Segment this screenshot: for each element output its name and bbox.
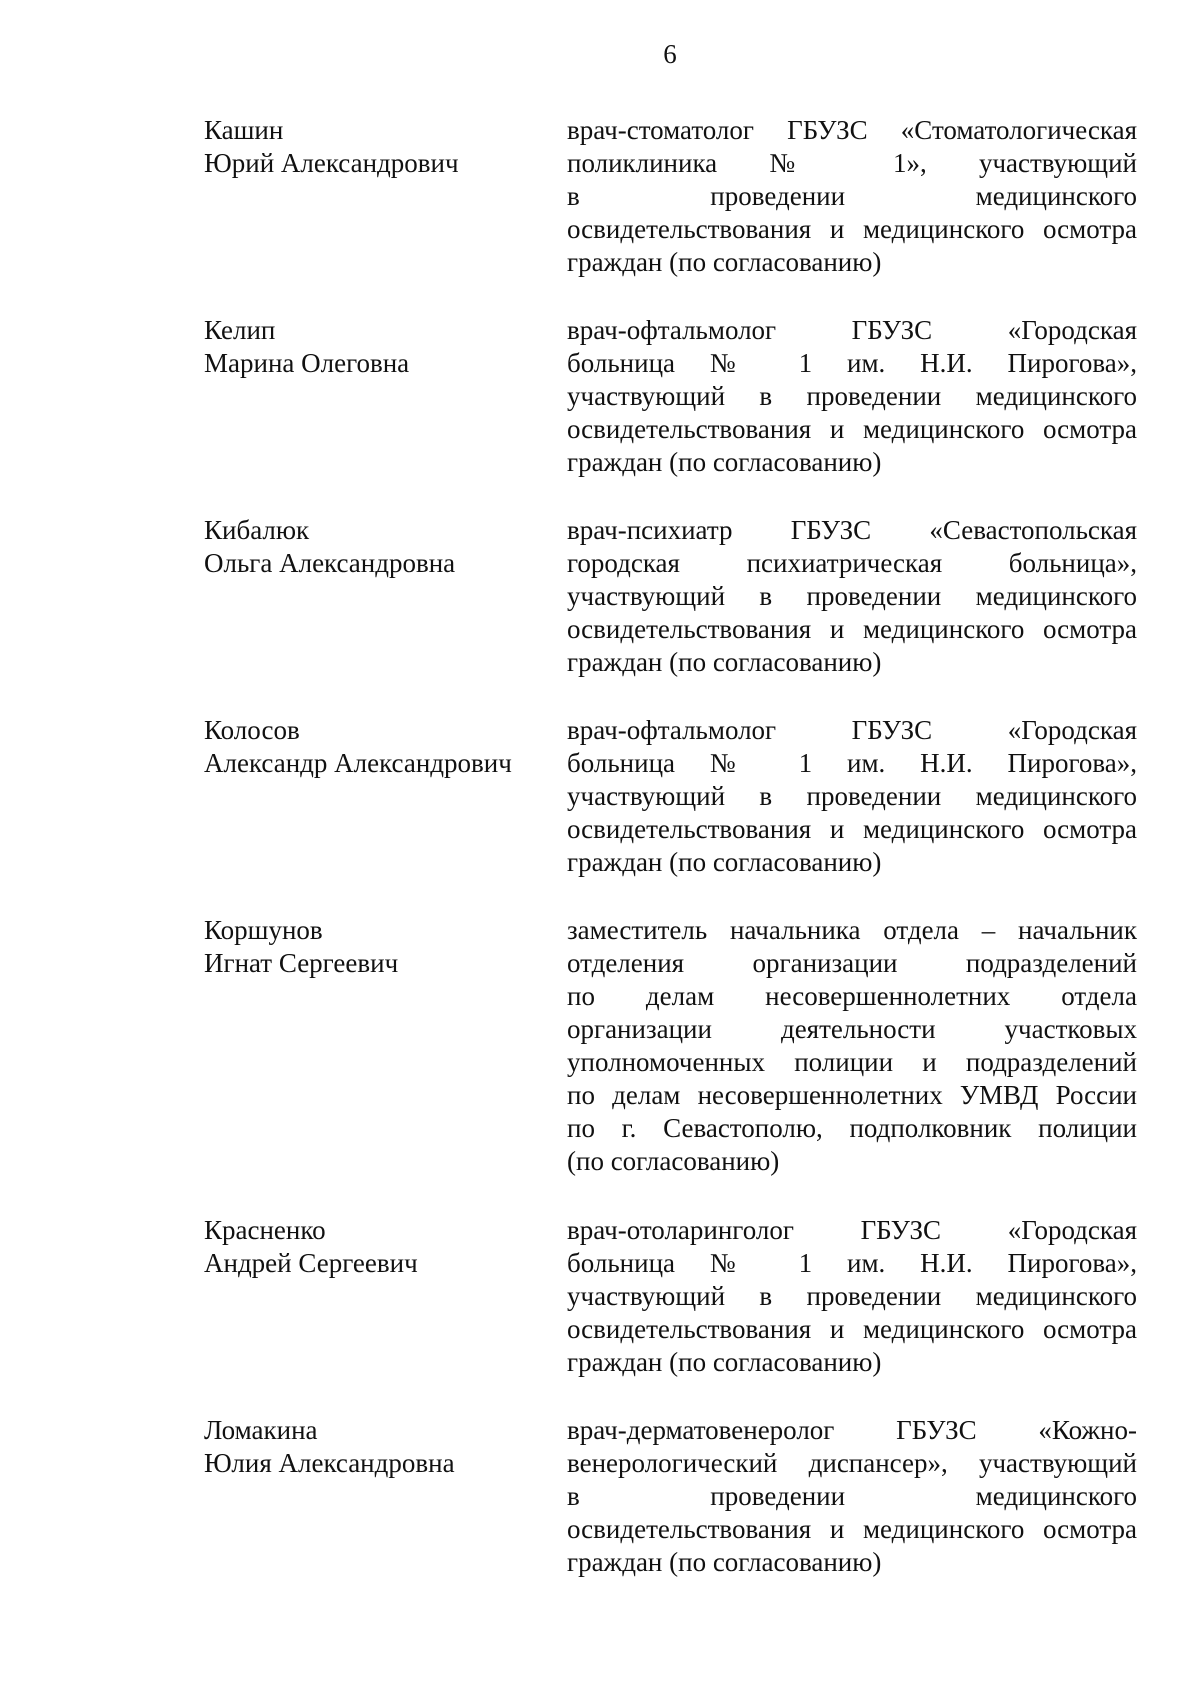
position-line: участвующий в проведении медицинского (567, 781, 1137, 811)
position-line: больница № 1 им. Н.И. Пирогова», (567, 748, 1137, 778)
position-line: граждан (по согласованию) (567, 1347, 882, 1377)
position-line: в проведении медицинского (567, 1481, 1137, 1511)
position-line: врач-дерматовенеролог ГБУЗС «Кожно- (567, 1415, 1137, 1445)
person-name (204, 1414, 554, 1480)
position-line: граждан (по согласованию) (567, 647, 882, 677)
surname: Келип (204, 315, 276, 345)
position-line: отделения организации подразделений (567, 948, 1137, 978)
position-line: врач-отоларинголог ГБУЗС «Городская (567, 1215, 1137, 1245)
position-line: заместитель начальника отдела – начальник (567, 915, 1137, 945)
position-line: освидетельствования и медицинского осмотра (567, 614, 1137, 644)
position-line: граждан (по согласованию) (567, 847, 882, 877)
position-line: врач-офтальмолог ГБУЗС «Городская (567, 715, 1137, 745)
position-line: граждан (по согласованию) (567, 447, 882, 477)
position-line: организации деятельности участковых (567, 1014, 1137, 1044)
position-line: в проведении медицинского (567, 181, 1137, 211)
given-names: Юлия Александровна (204, 1448, 455, 1478)
given-names: Марина Олеговна (204, 348, 410, 378)
position-line: освидетельствования и медицинского осмотра (567, 1514, 1137, 1544)
position-line: уполномоченных полиции и подразделений (567, 1047, 1137, 1077)
person-name (204, 1214, 554, 1280)
given-names: Андрей Сергеевич (204, 1248, 418, 1278)
position-line: венерологический диспансер», участвующий (567, 1448, 1137, 1478)
position-line: участвующий в проведении медицинского (567, 581, 1137, 611)
position-line: врач-офтальмолог ГБУЗС «Городская (567, 315, 1137, 345)
given-names: Александр Александрович (204, 748, 512, 778)
position-description (567, 1214, 1137, 1379)
surname: Ломакина (204, 1415, 318, 1445)
surname: Коршунов (204, 915, 323, 945)
position-line: освидетельствования и медицинского осмотра (567, 214, 1137, 244)
position-line: граждан (по согласованию) (567, 247, 882, 277)
position-line: участвующий в проведении медицинского (567, 381, 1137, 411)
person-name (204, 314, 554, 380)
given-names: Ольга Александровна (204, 548, 456, 578)
position-line: граждан (по согласованию) (567, 1547, 882, 1577)
given-names: Игнат Сергеевич (204, 948, 399, 978)
position-line: врач-стоматолог ГБУЗС «Стоматологическая (567, 115, 1137, 145)
position-line: освидетельствования и медицинского осмотра (567, 1314, 1137, 1344)
person-name (204, 514, 554, 580)
position-line: поликлиника № 1», участвующий (567, 148, 1137, 178)
position-line: по г. Севастополю, подполковник полиции (567, 1113, 1137, 1143)
person-name (204, 914, 554, 980)
position-line: по делам несовершеннолетних УМВД России (567, 1080, 1137, 1110)
position-description (567, 1414, 1137, 1579)
position-line: врач-психиатр ГБУЗС «Севастопольская (567, 515, 1137, 545)
position-line: участвующий в проведении медицинского (567, 1281, 1137, 1311)
position-line: освидетельствования и медицинского осмотра (567, 414, 1137, 444)
surname: Кибалюк (204, 515, 310, 545)
position-line: больница № 1 им. Н.И. Пирогова», (567, 348, 1137, 378)
position-line: освидетельствования и медицинского осмотра (567, 814, 1137, 844)
surname: Красненко (204, 1215, 326, 1245)
given-names: Юрий Александрович (204, 148, 459, 178)
position-line: больница № 1 им. Н.И. Пирогова», (567, 1248, 1137, 1278)
position-description (567, 514, 1137, 679)
position-line: городская психиатрическая больница», (567, 548, 1137, 578)
position-line: (по согласованию) (567, 1146, 780, 1176)
position-line: по делам несовершеннолетних отдела (567, 981, 1137, 1011)
person-name (204, 714, 554, 780)
position-description (567, 714, 1137, 879)
page-number: 6 (663, 39, 677, 69)
surname: Колосов (204, 715, 300, 745)
position-description (567, 314, 1137, 479)
position-description (567, 914, 1137, 1178)
position-description (567, 114, 1137, 279)
surname: Кашин (204, 115, 284, 145)
person-name (204, 114, 554, 180)
